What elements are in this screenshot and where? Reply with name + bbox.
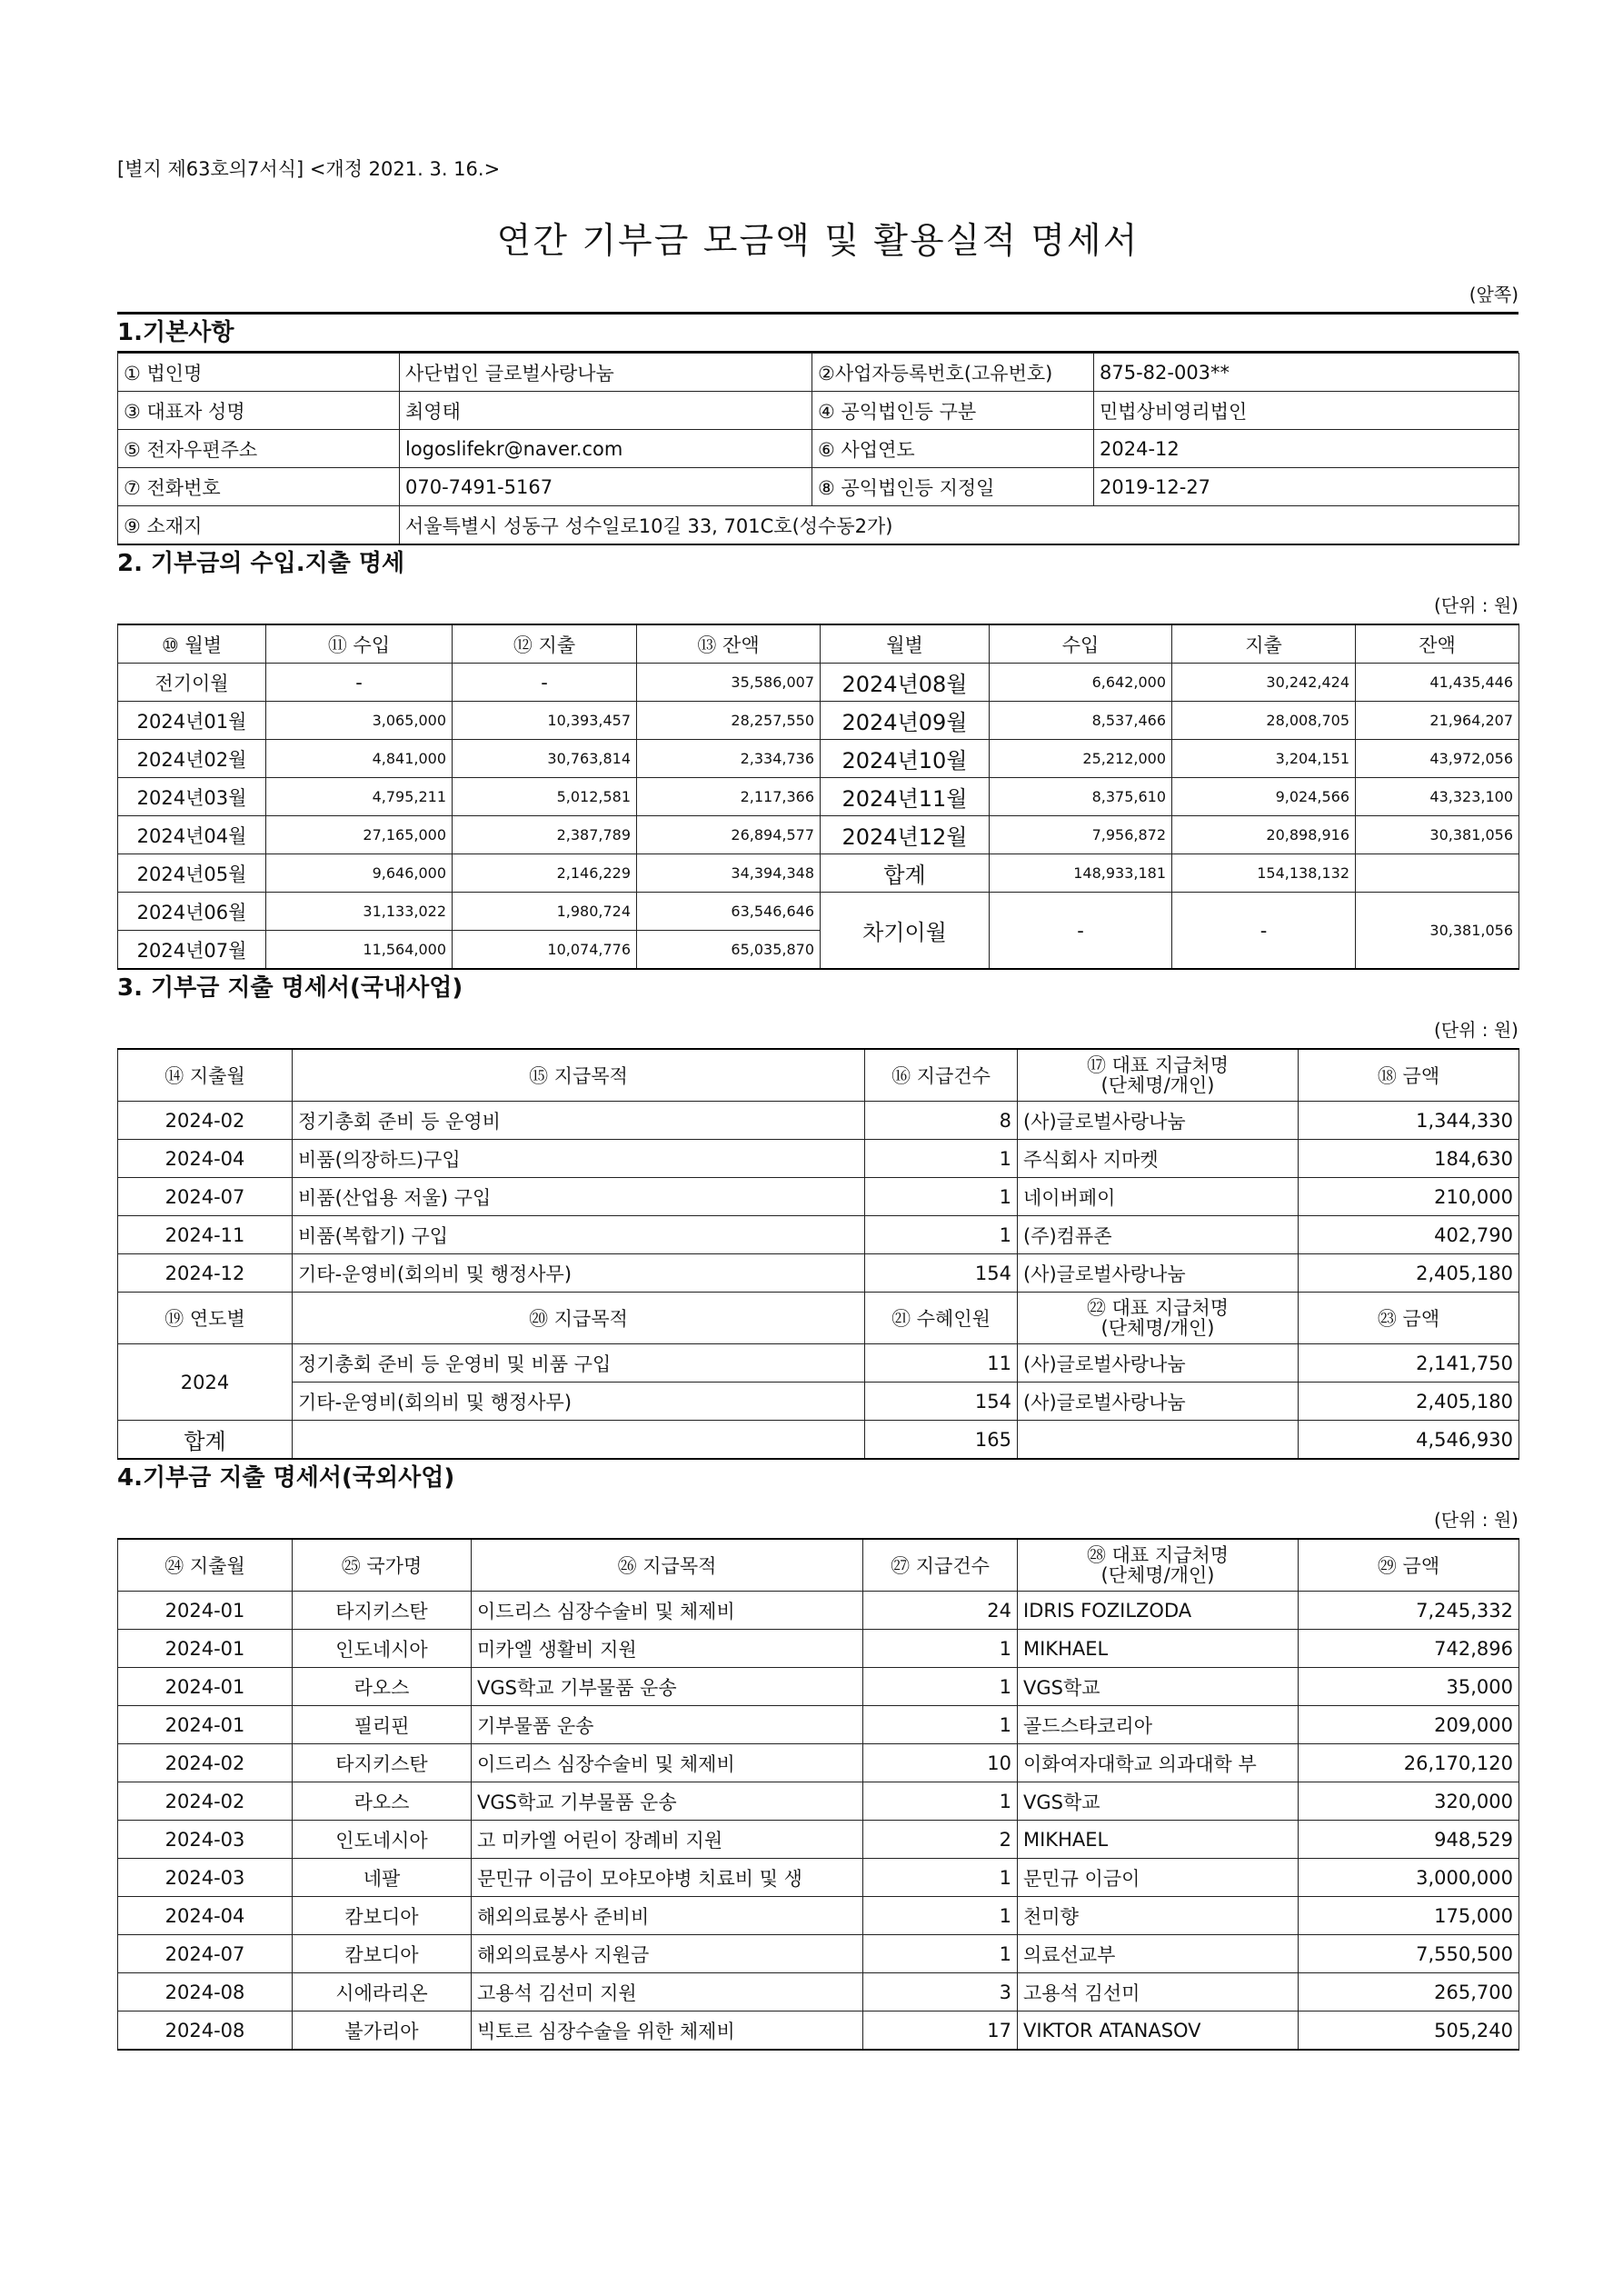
field-label: ⑧ 공익법인등 지정일 [812, 468, 1094, 506]
domestic-expense-table [117, 1048, 1519, 1460]
balance-cell: 30,381,056 [1356, 893, 1519, 970]
column-header: ㉗ 지급건수 [863, 1539, 1018, 1592]
expense-cell: 2,387,789 [453, 816, 637, 854]
payee-cell: (사)글로벌사랑나눔 [1018, 1344, 1299, 1383]
purpose-cell: 이드리스 심장수술비 및 체제비 [472, 1592, 863, 1630]
table-row [118, 1592, 1519, 1630]
field-label: ⑨ 소재지 [118, 506, 400, 545]
month-cell: 2024년08월 [821, 664, 990, 702]
field-label: ⑥ 사업연도 [812, 430, 1094, 468]
country-cell: 네팔 [293, 1859, 472, 1897]
amount-cell: 210,000 [1299, 1178, 1519, 1216]
header-line: ⑰ 대표 지급처명 [1086, 1054, 1230, 1076]
month-cell: 2024-02 [118, 1782, 293, 1821]
count-cell: 1 [863, 1935, 1018, 1973]
table-header-row [118, 1293, 1519, 1344]
count-cell: 8 [865, 1102, 1018, 1140]
column-header: ⑮ 지급목적 [293, 1049, 865, 1102]
purpose-cell: 정기총회 준비 등 운영비 및 비품 구입 [293, 1344, 865, 1383]
country-cell: 시에라리온 [293, 1973, 472, 2011]
table-row [118, 354, 1519, 392]
unit-note: (단위 : 원) [1433, 594, 1518, 616]
column-header: ㉓ 금액 [1299, 1293, 1519, 1344]
column-header: ⑩ 월별 [118, 624, 266, 664]
count-cell: 17 [863, 2011, 1018, 2051]
amount-cell: 7,245,332 [1299, 1592, 1519, 1630]
expense-cell: 28,008,705 [1172, 702, 1356, 740]
column-header: 수입 [990, 624, 1172, 664]
month-cell: 2024년12월 [821, 816, 990, 854]
income-cell: 9,646,000 [266, 854, 453, 893]
total-label: 합계 [118, 1421, 293, 1460]
table-row [118, 702, 1519, 740]
income-cell: 6,642,000 [990, 664, 1172, 702]
month-cell: 2024-01 [118, 1706, 293, 1744]
column-header: ㉙ 금액 [1299, 1539, 1519, 1592]
month-cell: 2024-03 [118, 1859, 293, 1897]
table-row [118, 1859, 1519, 1897]
amount-cell: 3,000,000 [1299, 1859, 1519, 1897]
purpose-cell: 비품(의장하드)구입 [293, 1140, 865, 1178]
month-cell: 2024-08 [118, 2011, 293, 2051]
document-title: 연간 기부금 모금액 및 활용실적 명세서 [496, 221, 1140, 262]
income-cell: 27,165,000 [266, 816, 453, 854]
field-value: 민법상비영리법인 [1094, 392, 1519, 430]
count-cell: 1 [865, 1140, 1018, 1178]
table-row [118, 816, 1519, 854]
amount-cell: 184,630 [1299, 1140, 1519, 1178]
table-header-row [118, 1539, 1519, 1592]
amount-cell: 402,790 [1299, 1216, 1519, 1254]
field-label: ④ 공익법인등 구분 [812, 392, 1094, 430]
table-row [118, 1383, 1519, 1421]
field-label: ⑤ 전자우편주소 [118, 430, 400, 468]
count-cell: 1 [863, 1630, 1018, 1668]
purpose-cell: 빅토르 심장수술을 위한 체제비 [472, 2011, 863, 2051]
amount-cell: 2,405,180 [1299, 1383, 1519, 1421]
payee-cell: (사)글로벌사랑나눔 [1018, 1102, 1299, 1140]
field-label: ③ 대표자 성명 [118, 392, 400, 430]
country-cell: 타지키스탄 [293, 1592, 472, 1630]
field-label: ⑦ 전화번호 [118, 468, 400, 506]
section-4-heading: 4.기부금 지출 명세서(국외사업) [117, 1464, 455, 1492]
count-cell: 1 [863, 1706, 1018, 1744]
country-cell: 캄보디아 [293, 1897, 472, 1935]
column-header: ⑲ 연도별 [118, 1293, 293, 1344]
country-cell: 필리핀 [293, 1706, 472, 1744]
month-cell: 2024-01 [118, 1592, 293, 1630]
balance-cell: 43,323,100 [1356, 778, 1519, 816]
expense-cell: 1,980,724 [453, 893, 637, 931]
count-cell: 1 [863, 1897, 1018, 1935]
table-row [118, 430, 1519, 468]
expense-cell: 10,393,457 [453, 702, 637, 740]
expense-cell: - [1172, 893, 1356, 970]
income-cell: 8,375,610 [990, 778, 1172, 816]
column-header: ㉑ 수혜인원 [865, 1293, 1018, 1344]
income-cell: 3,065,000 [266, 702, 453, 740]
income-cell: 25,212,000 [990, 740, 1172, 778]
amount-cell: 742,896 [1299, 1630, 1519, 1668]
unit-note: (단위 : 원) [1433, 1019, 1518, 1041]
count-cell: 10 [863, 1744, 1018, 1782]
payee-cell: 이화여자대학교 의과대학 부 [1018, 1744, 1299, 1782]
income-cell: 11,564,000 [266, 931, 453, 970]
table-row [118, 2011, 1519, 2051]
table-row [118, 664, 1519, 702]
count-cell: 2 [863, 1821, 1018, 1859]
table-header-row [118, 624, 1519, 664]
field-value: 사단법인 글로벌사랑나눔 [400, 354, 812, 392]
month-cell: 2024년11월 [821, 778, 990, 816]
payee-cell: (사)글로벌사랑나눔 [1018, 1383, 1299, 1421]
expense-cell: 20,898,916 [1172, 816, 1356, 854]
page-side-note: (앞쪽) [1469, 284, 1518, 305]
country-cell: 불가리아 [293, 2011, 472, 2051]
header-line: (단체명/개인) [1100, 1074, 1215, 1096]
payee-cell: MIKHAEL [1018, 1630, 1299, 1668]
month-cell: 2024-11 [118, 1216, 293, 1254]
count-cell: 1 [865, 1178, 1018, 1216]
amount-cell: 505,240 [1299, 2011, 1519, 2051]
income-cell: 148,933,181 [990, 854, 1172, 893]
purpose-cell: 고 미카엘 어린이 장례비 지원 [472, 1821, 863, 1859]
overseas-expense-table [117, 1538, 1519, 2051]
table-row [118, 1935, 1519, 1973]
purpose-cell: 이드리스 심장수술비 및 체제비 [472, 1744, 863, 1782]
field-value: 2019-12-27 [1094, 468, 1519, 506]
expense-cell: 30,242,424 [1172, 664, 1356, 702]
expense-cell: 2,146,229 [453, 854, 637, 893]
count-cell: 154 [865, 1383, 1018, 1421]
total-count: 165 [865, 1421, 1018, 1460]
month-cell: 2024-04 [118, 1140, 293, 1178]
country-cell: 캄보디아 [293, 1935, 472, 1973]
payee-cell: (주)컴퓨존 [1018, 1216, 1299, 1254]
count-cell: 1 [863, 1668, 1018, 1706]
table-row [118, 1668, 1519, 1706]
country-cell: 타지키스탄 [293, 1744, 472, 1782]
table-row [118, 468, 1519, 506]
month-cell: 2024-01 [118, 1668, 293, 1706]
balance-cell: 26,894,577 [637, 816, 821, 854]
payee-cell: VIKTOR ATANASOV [1018, 2011, 1299, 2051]
column-header [1018, 1539, 1299, 1592]
country-cell: 라오스 [293, 1782, 472, 1821]
balance-cell: 2,117,366 [637, 778, 821, 816]
month-cell: 2024-08 [118, 1973, 293, 2011]
month-cell: 2024-07 [118, 1178, 293, 1216]
country-cell: 라오스 [293, 1668, 472, 1706]
header-line: ㉘ 대표 지급처명 [1086, 1544, 1230, 1566]
year-cell: 2024 [118, 1344, 293, 1421]
field-value: 최영태 [400, 392, 812, 430]
field-value: logoslifekr@naver.com [400, 430, 812, 468]
column-header: ⑫ 지출 [453, 624, 637, 664]
amount-cell: 7,550,500 [1299, 1935, 1519, 1973]
purpose-cell: VGS학교 기부물품 운송 [472, 1668, 863, 1706]
empty-cell [1018, 1421, 1299, 1460]
purpose-cell: 미카엘 생활비 지원 [472, 1630, 863, 1668]
header-line: (단체명/개인) [1100, 1564, 1215, 1586]
purpose-cell: 기타-운영비(회의비 및 행정사무) [293, 1254, 865, 1293]
income-cell: 7,956,872 [990, 816, 1172, 854]
amount-cell: 265,700 [1299, 1973, 1519, 2011]
table-row [118, 392, 1519, 430]
count-cell: 1 [865, 1216, 1018, 1254]
country-cell: 인도네시아 [293, 1630, 472, 1668]
amount-cell: 1,344,330 [1299, 1102, 1519, 1140]
payee-cell: 네이버페이 [1018, 1178, 1299, 1216]
address-row [118, 506, 1519, 545]
month-cell: 2024년04월 [118, 816, 266, 854]
income-cell: 8,537,466 [990, 702, 1172, 740]
country-cell: 인도네시아 [293, 1821, 472, 1859]
table-row [118, 1344, 1519, 1383]
income-cell: 31,133,022 [266, 893, 453, 931]
table-row [118, 1782, 1519, 1821]
month-cell: 2024-01 [118, 1630, 293, 1668]
payee-cell: 문민규 이금이 [1018, 1859, 1299, 1897]
expense-cell: 10,074,776 [453, 931, 637, 970]
column-header [1018, 1049, 1299, 1102]
column-header: 지출 [1172, 624, 1356, 664]
purpose-cell: 기타-운영비(회의비 및 행정사무) [293, 1383, 865, 1421]
field-label: ① 법인명 [118, 354, 400, 392]
amount-cell: 948,529 [1299, 1821, 1519, 1859]
balance-cell: 21,964,207 [1356, 702, 1519, 740]
payee-cell: MIKHAEL [1018, 1821, 1299, 1859]
income-cell: 4,841,000 [266, 740, 453, 778]
column-header: ㉖ 지급목적 [472, 1539, 863, 1592]
month-cell: 2024-07 [118, 1935, 293, 1973]
purpose-cell: 고용석 김선미 지원 [472, 1973, 863, 2011]
carry-forward-label: 차기이월 [821, 893, 990, 970]
month-cell: 2024년05월 [118, 854, 266, 893]
payee-cell: 주식회사 지마켓 [1018, 1140, 1299, 1178]
expense-cell: 9,024,566 [1172, 778, 1356, 816]
month-cell: 2024년01월 [118, 702, 266, 740]
month-cell: 2024-12 [118, 1254, 293, 1293]
column-header: 잔액 [1356, 624, 1519, 664]
count-cell: 3 [863, 1973, 1018, 2011]
total-amount: 4,546,930 [1299, 1421, 1519, 1460]
expense-cell: 154,138,132 [1172, 854, 1356, 893]
table-row [118, 1140, 1519, 1178]
table-row [118, 740, 1519, 778]
expense-cell: 5,012,581 [453, 778, 637, 816]
field-label: ②사업자등록번호(고유번호) [812, 354, 1094, 392]
count-cell: 154 [865, 1254, 1018, 1293]
purpose-cell: 문민규 이금이 모야모야병 치료비 및 생 [472, 1859, 863, 1897]
unit-note: (단위 : 원) [1433, 1509, 1518, 1531]
balance-cell: 63,546,646 [637, 893, 821, 931]
purpose-cell: 정기총회 준비 등 운영비 [293, 1102, 865, 1140]
payee-cell: 골드스타코리아 [1018, 1706, 1299, 1744]
month-cell: 합계 [821, 854, 990, 893]
income-expense-table [117, 624, 1519, 970]
amount-cell: 2,141,750 [1299, 1344, 1519, 1383]
purpose-cell: 비품(산업용 저울) 구입 [293, 1178, 865, 1216]
month-cell: 2024-04 [118, 1897, 293, 1935]
expense-cell: 30,763,814 [453, 740, 637, 778]
table-row [118, 1102, 1519, 1140]
field-value: 875-82-003** [1094, 354, 1519, 392]
table-row [118, 1897, 1519, 1935]
column-header: 월별 [821, 624, 990, 664]
month-cell: 2024년06월 [118, 893, 266, 931]
purpose-cell: 해외의료봉사 지원금 [472, 1935, 863, 1973]
expense-cell: - [453, 664, 637, 702]
month-cell: 2024년09월 [821, 702, 990, 740]
table-row [118, 1821, 1519, 1859]
balance-cell: 41,435,446 [1356, 664, 1519, 702]
payee-cell: 고용석 김선미 [1018, 1973, 1299, 2011]
section-2-heading: 2. 기부금의 수입.지출 명세 [117, 550, 405, 577]
balance-cell: 65,035,870 [637, 931, 821, 970]
total-row [118, 1421, 1519, 1460]
balance-cell: 43,972,056 [1356, 740, 1519, 778]
header-line: (단체명/개인) [1100, 1317, 1215, 1339]
income-cell: - [266, 664, 453, 702]
month-cell: 2024년07월 [118, 931, 266, 970]
balance-cell: 2,334,736 [637, 740, 821, 778]
payee-cell: 천미향 [1018, 1897, 1299, 1935]
column-header: ⑳ 지급목적 [293, 1293, 865, 1344]
column-header: ⑯ 지급건수 [865, 1049, 1018, 1102]
payee-cell: IDRIS FOZILZODA [1018, 1592, 1299, 1630]
payee-cell: VGS학교 [1018, 1782, 1299, 1821]
column-header: ⑭ 지출월 [118, 1049, 293, 1102]
column-header: ⑬ 잔액 [637, 624, 821, 664]
payee-cell: (사)글로벌사랑나눔 [1018, 1254, 1299, 1293]
purpose-cell: 기부물품 운송 [472, 1706, 863, 1744]
purpose-cell: 비품(복합기) 구입 [293, 1216, 865, 1254]
field-value: 2024-12 [1094, 430, 1519, 468]
column-header: ㉔ 지출월 [118, 1539, 293, 1592]
amount-cell: 175,000 [1299, 1897, 1519, 1935]
field-value: 070-7491-5167 [400, 468, 812, 506]
column-header: ⑪ 수입 [266, 624, 453, 664]
section-3-heading: 3. 기부금 지출 명세서(국내사업) [117, 974, 463, 1002]
balance-cell: 34,394,348 [637, 854, 821, 893]
table-row [118, 1216, 1519, 1254]
table-header-row [118, 1049, 1519, 1102]
balance-cell: 35,586,007 [637, 664, 821, 702]
purpose-cell: VGS학교 기부물품 운송 [472, 1782, 863, 1821]
count-cell: 1 [863, 1859, 1018, 1897]
income-cell: - [990, 893, 1172, 970]
count-cell: 11 [865, 1344, 1018, 1383]
amount-cell: 2,405,180 [1299, 1254, 1519, 1293]
table-row [118, 1254, 1519, 1293]
column-header: ㉕ 국가명 [293, 1539, 472, 1592]
month-cell: 2024-02 [118, 1744, 293, 1782]
count-cell: 1 [863, 1782, 1018, 1821]
table-row [118, 1706, 1519, 1744]
balance-cell [1356, 854, 1519, 893]
column-header: ⑱ 금액 [1299, 1049, 1519, 1102]
amount-cell: 320,000 [1299, 1782, 1519, 1821]
purpose-cell: 해외의료봉사 준비비 [472, 1897, 863, 1935]
month-cell: 전기이월 [118, 664, 266, 702]
amount-cell: 209,000 [1299, 1706, 1519, 1744]
balance-cell: 30,381,056 [1356, 816, 1519, 854]
field-value: 서울특별시 성동구 성수일로10길 33, 701C호(성수동2가) [400, 506, 1519, 545]
section-1-heading: 1.기본사항 [117, 312, 1518, 353]
header-line: ㉒ 대표 지급처명 [1086, 1297, 1230, 1319]
column-header [1018, 1293, 1299, 1344]
balance-cell: 28,257,550 [637, 702, 821, 740]
month-cell: 2024년03월 [118, 778, 266, 816]
table-row [118, 778, 1519, 816]
expense-cell: 3,204,151 [1172, 740, 1356, 778]
table-row [118, 893, 1519, 931]
table-row [118, 1178, 1519, 1216]
empty-cell [293, 1421, 865, 1460]
payee-cell: 의료선교부 [1018, 1935, 1299, 1973]
payee-cell: VGS학교 [1018, 1668, 1299, 1706]
document-page [117, 155, 1518, 2051]
amount-cell: 26,170,120 [1299, 1744, 1519, 1782]
income-cell: 4,795,211 [266, 778, 453, 816]
month-cell: 2024-03 [118, 1821, 293, 1859]
month-cell: 2024-02 [118, 1102, 293, 1140]
month-cell: 2024년02월 [118, 740, 266, 778]
table-row [118, 1630, 1519, 1668]
month-cell: 2024년10월 [821, 740, 990, 778]
table-row [118, 854, 1519, 893]
basic-info-table [117, 353, 1519, 545]
table-row [118, 1973, 1519, 2011]
count-cell: 24 [863, 1592, 1018, 1630]
form-number: [별지 제63호의7서식] <개정 2021. 3. 16.> [117, 158, 501, 180]
amount-cell: 35,000 [1299, 1668, 1519, 1706]
table-row [118, 1744, 1519, 1782]
